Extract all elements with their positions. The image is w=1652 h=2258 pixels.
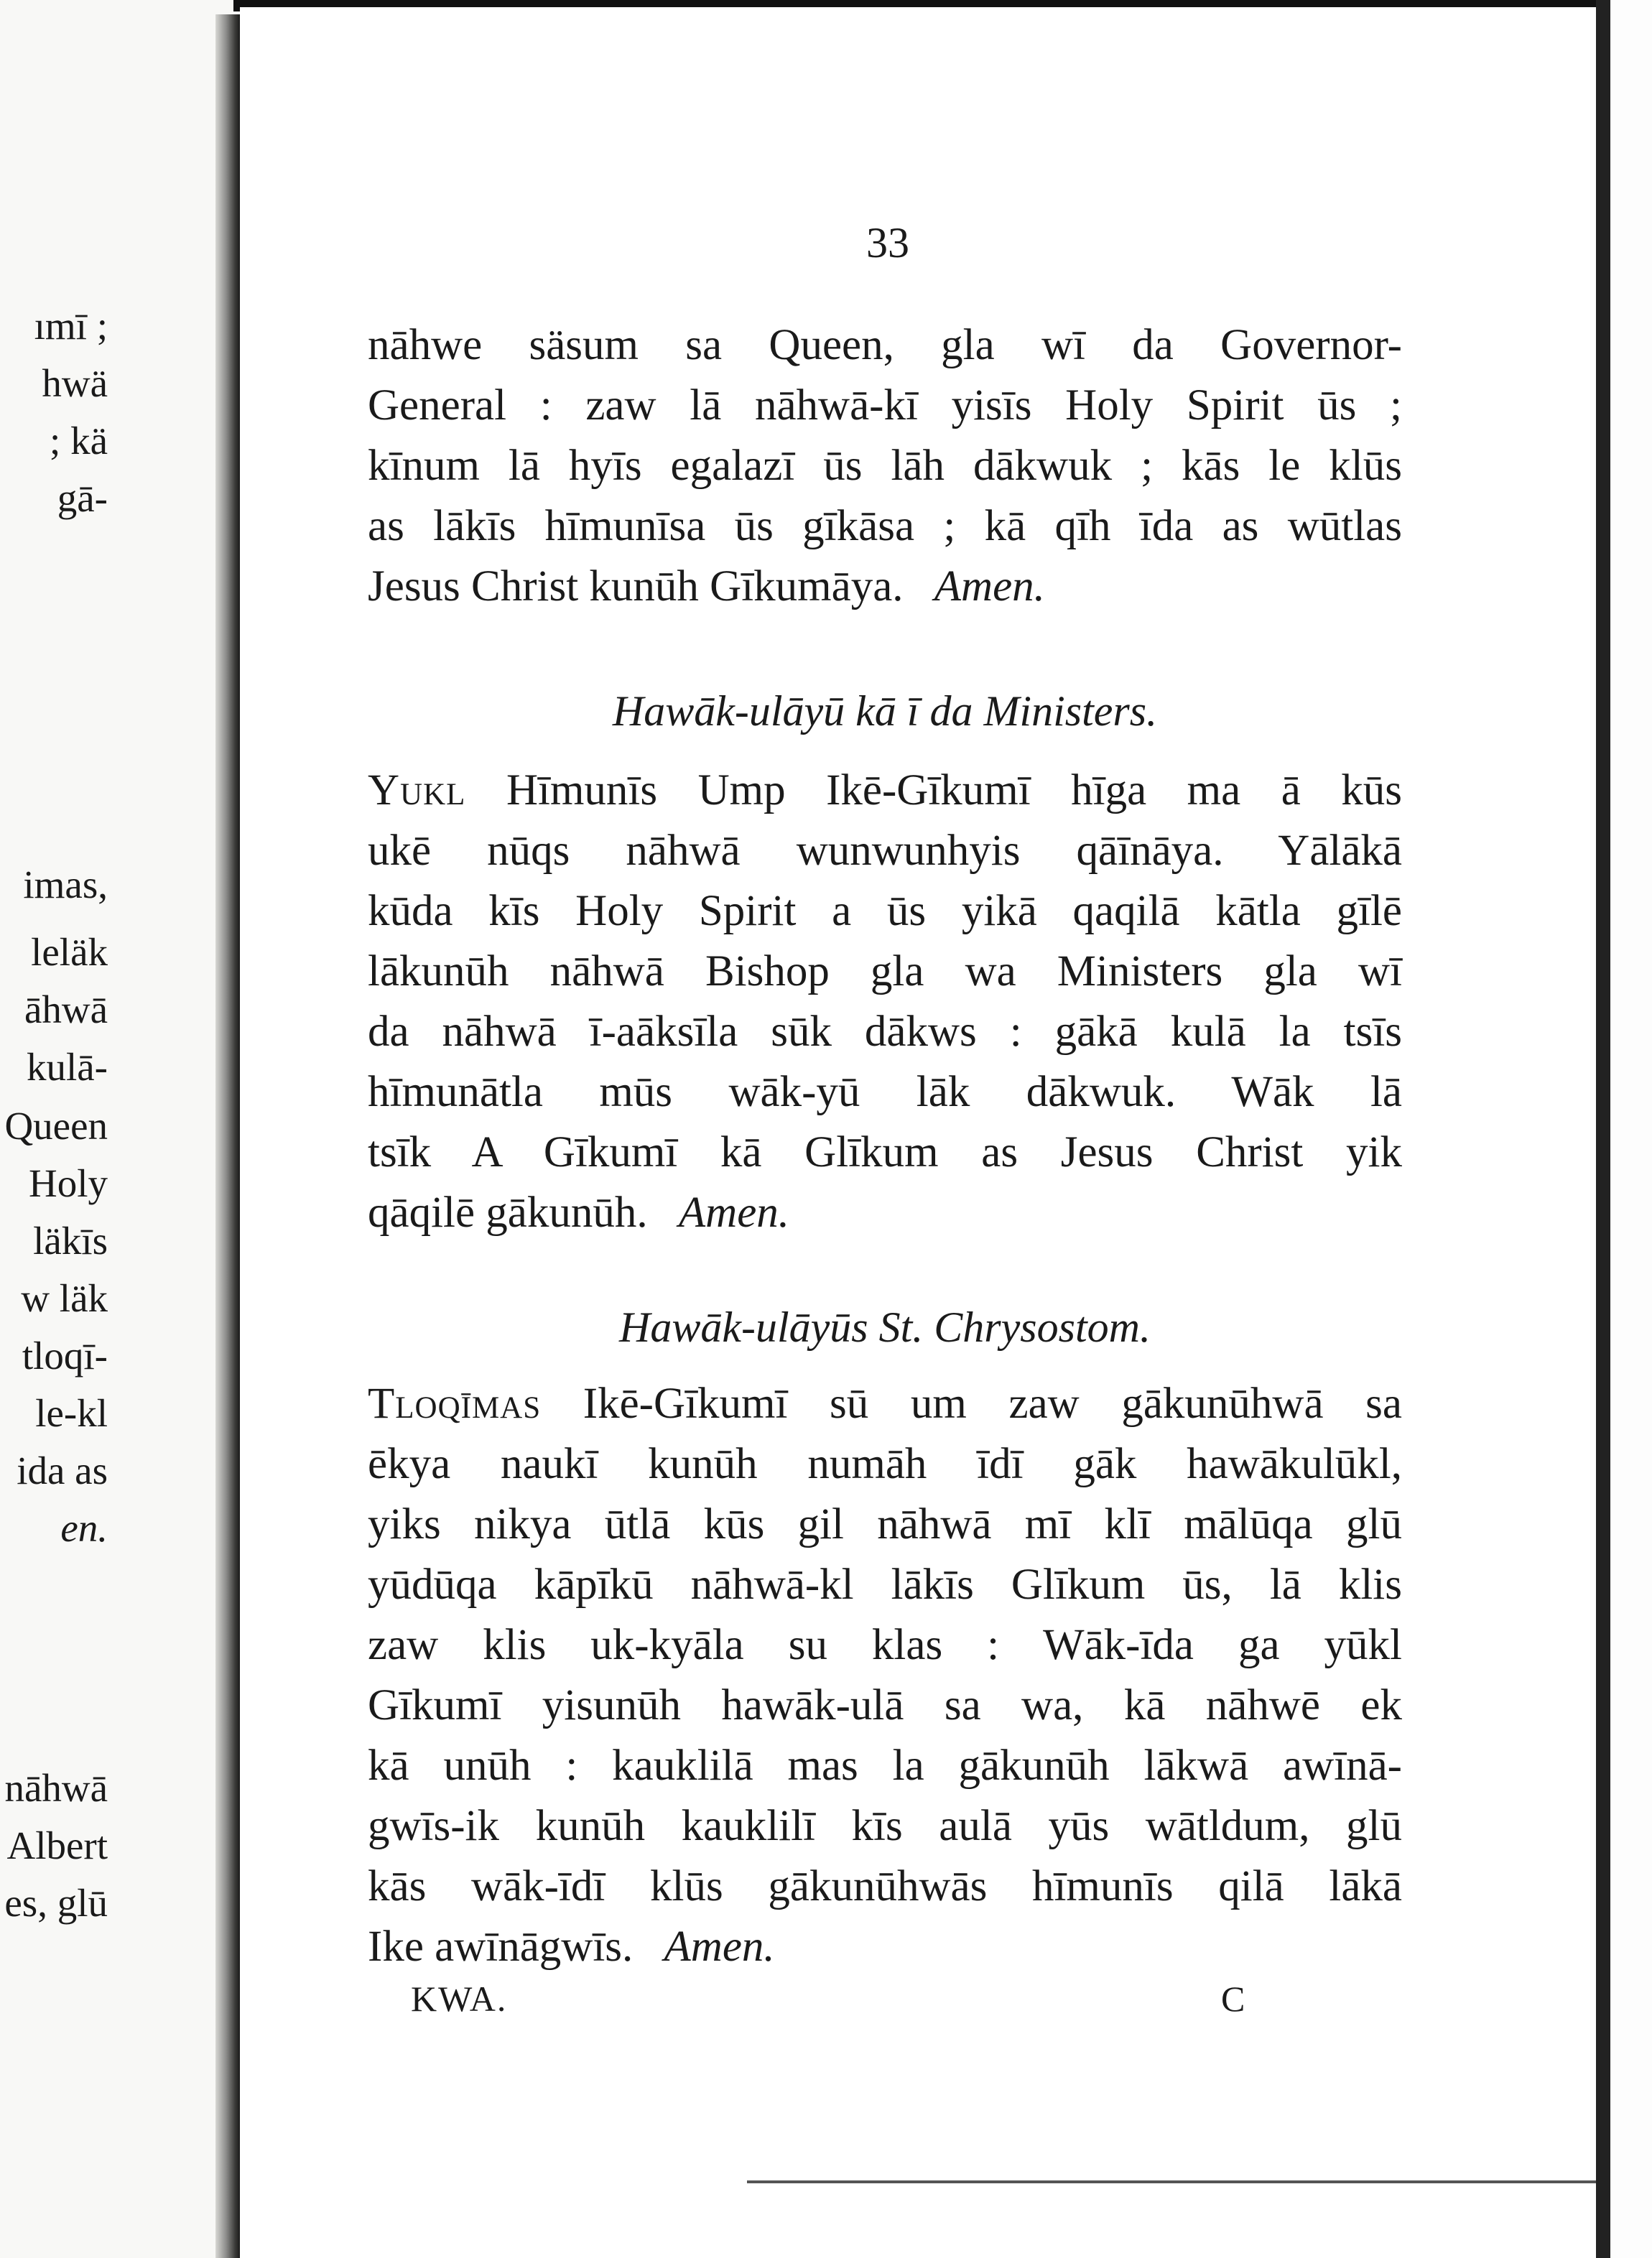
paragraph-2-line: da nāhwā ī-aāksīla sūk dākws : gākā kulā la tsīs	[368, 1008, 1402, 1056]
paragraph-3-line: yiks nikya ūtlā kūs gil nāhwā mī klī mālūqa glū	[368, 1500, 1402, 1548]
paragraph-2-first-line	[368, 768, 1402, 812]
amen-label: Amen.	[678, 1189, 790, 1237]
paragraph-1-last-text: Jesus Christ kunūh Gīkumāya.	[368, 562, 904, 610]
left-fragment-line: läkīs	[33, 1219, 108, 1263]
left-fragment-line: le-kl	[35, 1391, 108, 1435]
paragraph-1-line: nāhwe säsum sa Queen, gla wī da Governor-	[368, 321, 1402, 369]
left-fragment-line: kulā-	[26, 1045, 108, 1089]
right-margin-strip	[1610, 0, 1652, 2258]
paragraph-2-lead: Yukl	[368, 766, 466, 814]
section-heading-chrysostom: Hawāk-ulāyūs St. Chrysostom.	[619, 1304, 1151, 1351]
left-fragment-line: ımī ;	[34, 304, 108, 348]
paragraph-1-line: as lākīs hīmunīsa ūs gīkāsa ; kā qīh īda as wūtlas	[368, 502, 1402, 550]
paragraph-3-line: Gīkumī yisunūh hawāk-ulā sa wa, kā nāhwē ek	[368, 1681, 1402, 1729]
paragraph-3-first-line	[368, 1382, 1402, 1426]
section-heading-ministers: Hawāk-ulāyū kā ī da Ministers.	[612, 687, 1158, 735]
paragraph-2-first-text: Hīmunīs Ump Ikē-Gīkumī hīga ma ā kūs	[506, 766, 1403, 814]
paragraph-2-line: tsīk A Gīkumī kā Glīkum as Jesus Christ yik	[368, 1128, 1402, 1176]
left-fragment-line: nāhwā	[4, 1766, 108, 1810]
paragraph-2-line: ukē nūqs nāhwā wunwunhyis qāīnāya. Yālākā	[368, 827, 1402, 875]
left-fragment-line: w läk	[21, 1276, 108, 1320]
left-fragment-line: Albert	[6, 1823, 108, 1867]
bottom-page-edge	[747, 2180, 1596, 2183]
paragraph-1-last-line	[368, 564, 1402, 608]
left-fragment-line: āhwā	[24, 988, 108, 1031]
paragraph-3-lead: Tloqīmas	[368, 1380, 542, 1428]
left-fragment-line: Holy	[29, 1161, 108, 1205]
signature-mark-left: KWA.	[411, 1979, 508, 2019]
book-gutter	[215, 14, 240, 2258]
page-number: 33	[866, 219, 909, 266]
left-page-fragment	[0, 0, 233, 2258]
paragraph-2-last-text: qāqilē gākunūh.	[368, 1189, 648, 1237]
paragraph-3-last-text: Ike awīnāgwīs.	[368, 1923, 634, 1971]
left-fragment-line: leläk	[31, 930, 108, 974]
left-fragment-line: gā-	[57, 476, 108, 520]
left-fragment-line: ; kä	[50, 419, 108, 463]
paragraph-3-first-text: Ikē-Gīkumī sū um zaw gākunūhwā sa	[583, 1380, 1402, 1428]
amen-label: Amen.	[664, 1923, 775, 1971]
paragraph-2-last-line	[368, 1191, 1402, 1235]
paragraph-2-line: kūda kīs Holy Spirit a ūs yikā qaqilā kātla gīlē	[368, 887, 1402, 935]
paragraph-1-line: kīnum lā hyīs egalazī ūs lāh dākwuk ; kās le klūs	[368, 442, 1402, 490]
paragraph-1-line: General : zaw lā nāhwā-kī yisīs Holy Spirit ūs ;	[368, 381, 1402, 429]
paragraph-3-line: kā unūh : kauklilā mas la gākunūh lākwā awīnā-	[368, 1742, 1402, 1790]
paragraph-3-line: kās wāk-īdī klūs gākunūhwās hīmunīs qilā lākā	[368, 1862, 1402, 1910]
left-fragment-line: en.	[60, 1506, 108, 1550]
left-fragment-line: tloqī-	[22, 1334, 108, 1377]
paragraph-3-line: yūdūqa kāpīkū nāhwā-kl lākīs Glīkum ūs, lā klis	[368, 1561, 1402, 1609]
paragraph-3-line: gwīs-ik kunūh kauklilī kīs aulā yūs wātldum, glū	[368, 1802, 1402, 1850]
paragraph-3-last-line	[368, 1925, 1402, 1969]
left-fragment-line: es, glū	[4, 1881, 108, 1925]
paragraph-3-line: ēkya naukī kunūh numāh īdī gāk hawākulūkl,	[368, 1440, 1402, 1488]
left-fragment-line: imas,	[23, 863, 108, 906]
left-fragment-line: hwä	[42, 361, 108, 405]
right-page-edge-shadow	[1596, 0, 1610, 2258]
left-fragment-line: Queen	[4, 1104, 108, 1148]
left-fragment-line: ida as	[17, 1449, 108, 1492]
paragraph-3-line: zaw klis uk-kyāla su klas : Wāk-īda ga yūkl	[368, 1621, 1402, 1669]
signature-mark-right: C	[1221, 1979, 1247, 2019]
amen-label: Amen.	[934, 562, 1045, 610]
paragraph-2-line: lākunūh nāhwā Bishop gla wa Ministers gla wī	[368, 947, 1402, 995]
paragraph-2-line: hīmunātla mūs wāk-yū lāk dākwuk. Wāk lā	[368, 1068, 1402, 1116]
